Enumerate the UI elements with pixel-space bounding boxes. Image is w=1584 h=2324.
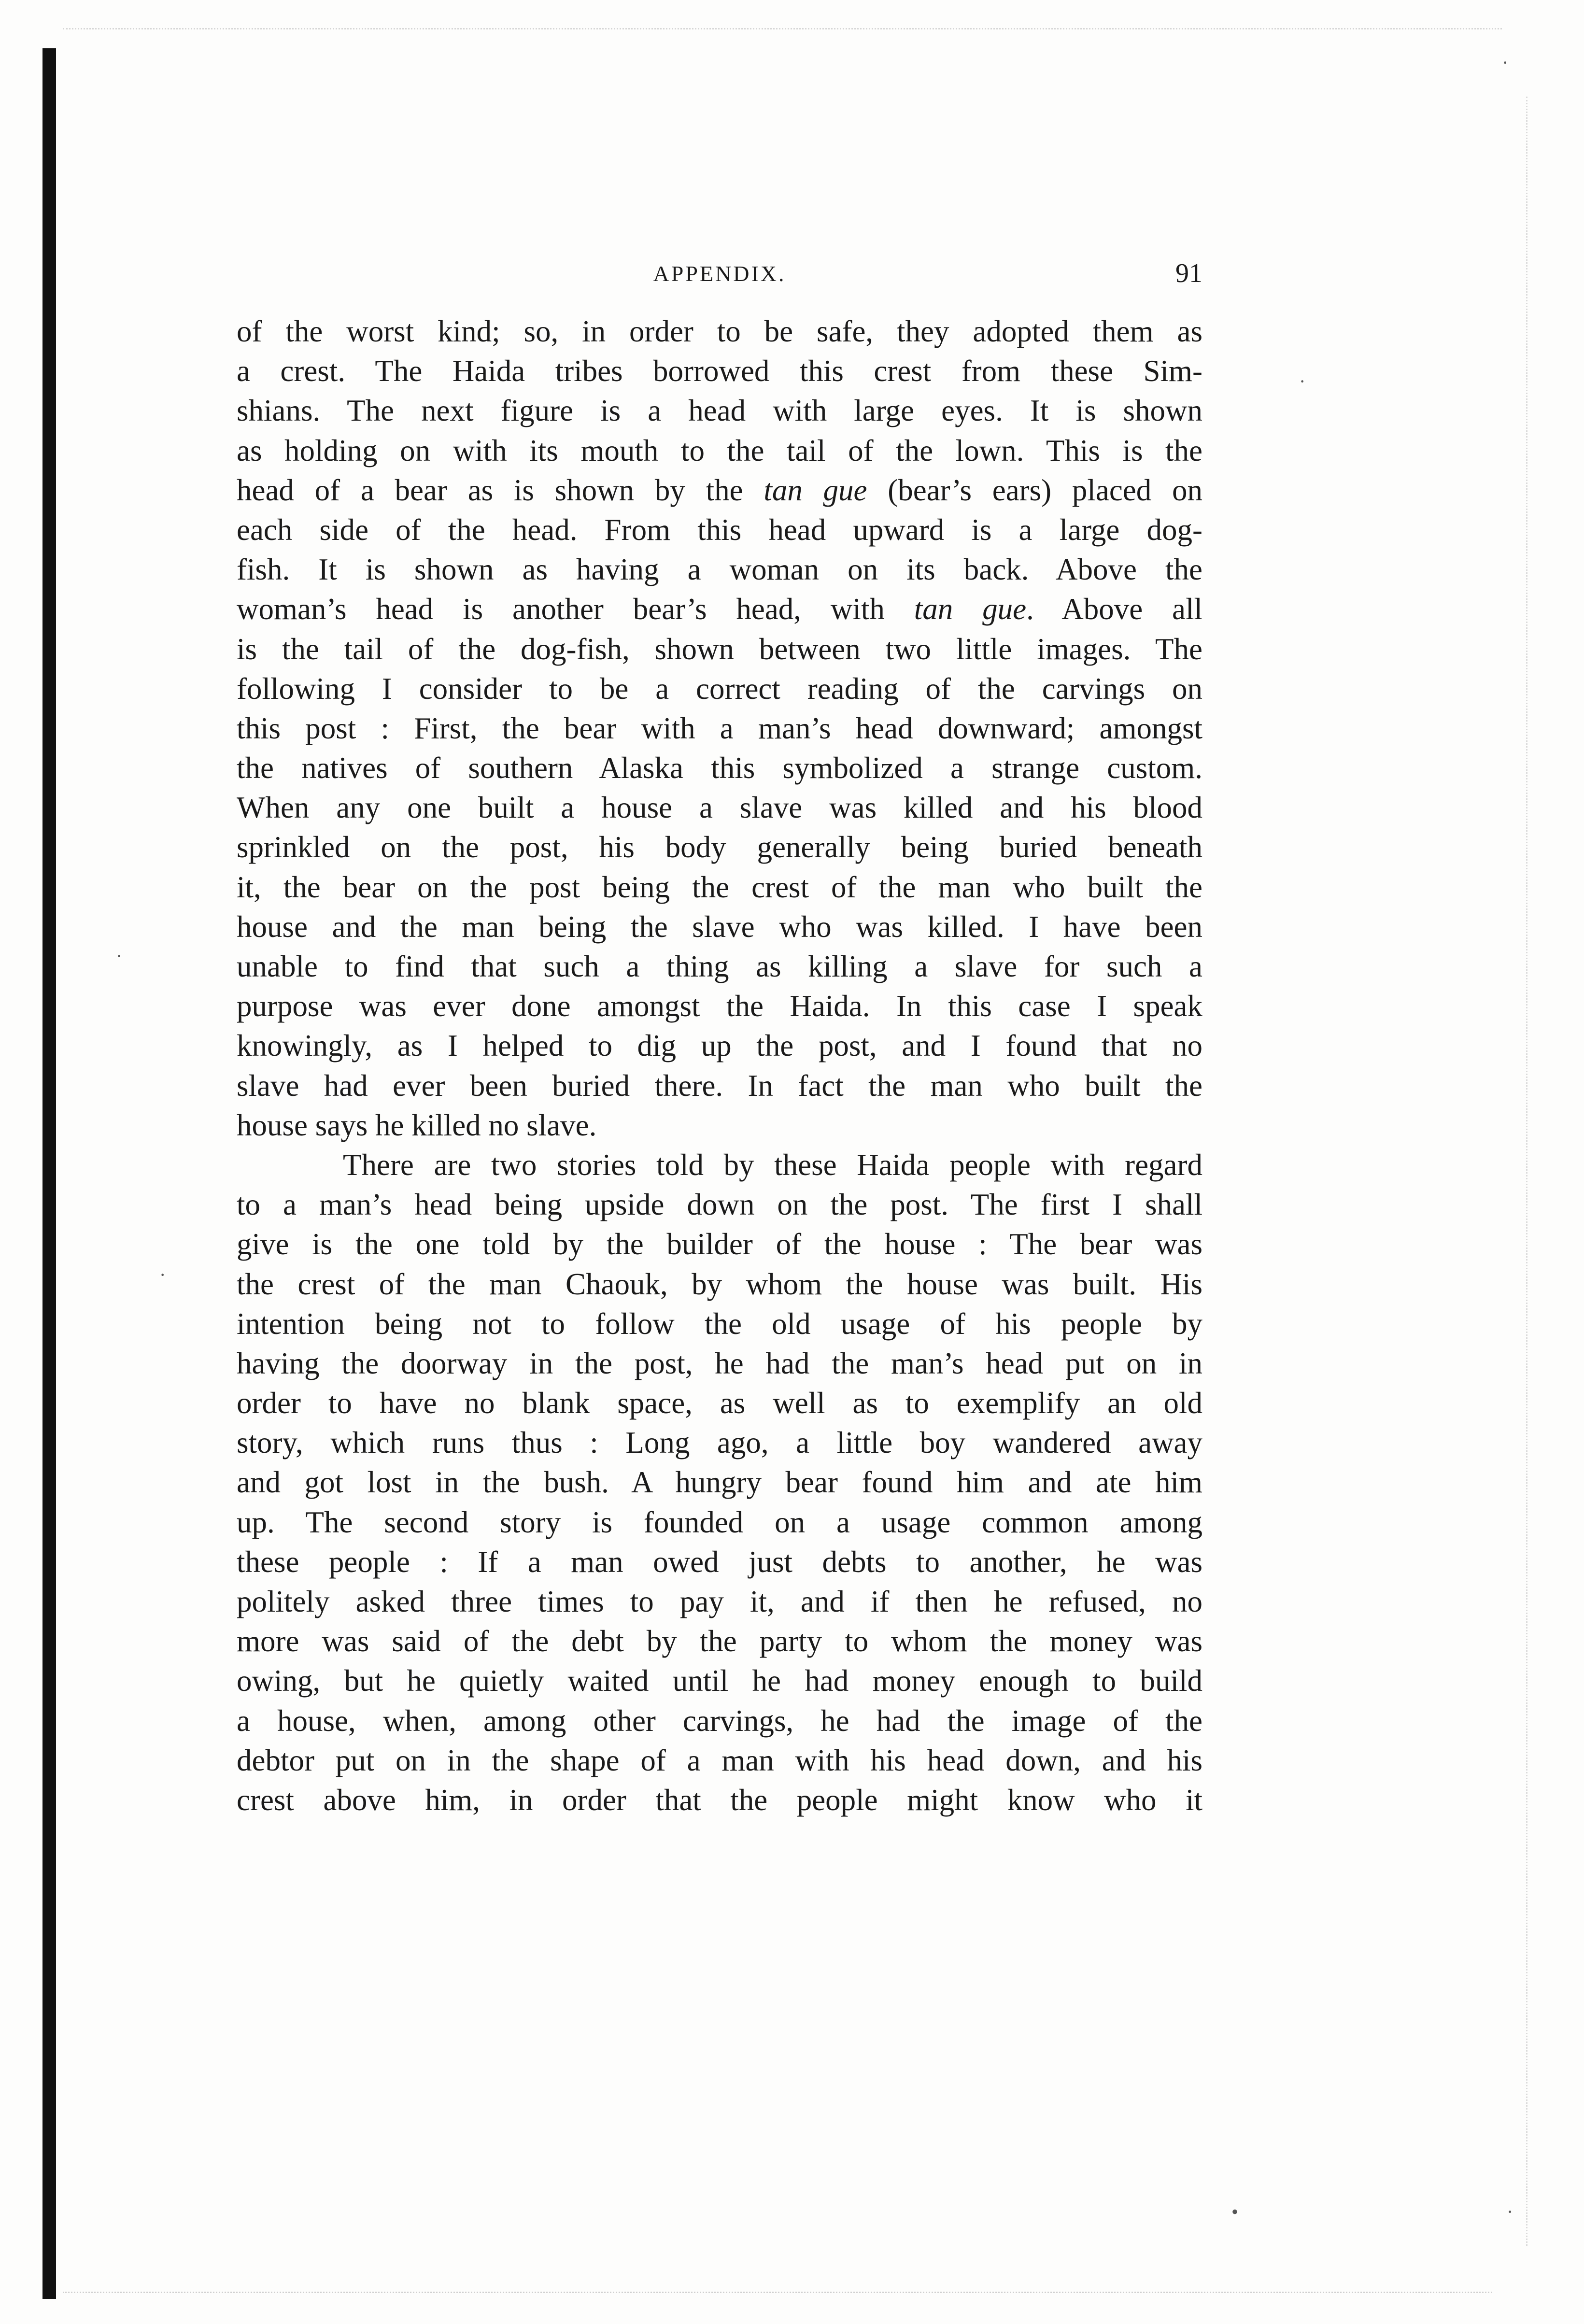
text-line: more was said of the debt by the party to whom the money was (237, 1624, 1202, 1658)
italic-term: tan gue (914, 592, 1027, 626)
text-line: unable to find that such a thing as killing a slave for such a (237, 949, 1202, 983)
text-line: give is the one told by the builder of the house : The bear was (237, 1227, 1202, 1261)
text-line: to a man’s head being upside down on the post. The first I shall (237, 1188, 1202, 1222)
text-line: slave had ever been buried there. In fact the man who built the (237, 1068, 1202, 1103)
page-number: 91 (1175, 258, 1202, 288)
scan-speck: · (159, 1264, 166, 1286)
running-head (237, 258, 1202, 295)
scan-speck: · (116, 945, 123, 967)
text-line: crest above him, in order that the people might know who it (237, 1783, 1202, 1817)
scan-speck: · (1299, 370, 1306, 392)
text-line: house says he killed no slave. (237, 1108, 597, 1142)
italic-term: tan gue (764, 473, 867, 507)
text-line: fish. It is shown as having a woman on its back. Above the (237, 553, 1202, 587)
text-line: head of a bear as is shown by the tan gue (bear’s ears) placed on (237, 473, 1202, 507)
text-line: and got lost in the bush. A hungry bear found him and ate him (237, 1465, 1202, 1500)
scan-speck: · (1507, 2201, 1513, 2223)
text-line: owing, but he quietly waited until he had money enough to build (237, 1664, 1202, 1698)
text-line: this post : First, the bear with a man’s head downward; amongst (237, 711, 1202, 745)
text-line: debtor put on in the shape of a man with his head down, and his (237, 1743, 1202, 1777)
text-line: politely asked three times to pay it, and if then he refused, no (237, 1585, 1202, 1618)
text-line: each side of the head. From this head upward is a large dog- (237, 512, 1202, 547)
scan-edge-bottom (63, 2292, 1492, 2293)
text-line: the natives of southern Alaska this symbolized a strange custom. (237, 751, 1202, 785)
text-line: knowingly, as I helped to dig up the post, and I found that no (237, 1029, 1202, 1063)
binding-edge (42, 48, 56, 2299)
text-line: house and the man being the slave who was killed. I have been (237, 909, 1202, 944)
scan-edge-right (1526, 97, 1527, 2246)
running-title: APPENDIX. (653, 261, 786, 286)
text-line: a crest. The Haida tribes borrowed this crest from these Sim- (237, 354, 1202, 388)
scan-speck: • (1231, 2201, 1239, 2223)
text-line: purpose was ever done amongst the Haida. In this case I speak (237, 989, 1202, 1023)
text-line: of the worst kind; so, in order to be safe, they adopted them as (237, 314, 1202, 348)
text-line: When any one built a house a slave was killed and his blood (237, 791, 1202, 825)
text-line: having the doorway in the post, he had the man’s head put on in (237, 1346, 1202, 1380)
text-line: woman’s head is another bear’s head, with tan gue. Above all (237, 592, 1203, 626)
text-line: as holding on with its mouth to the tail of the lown. This is the (237, 433, 1202, 468)
text-line: intention being not to follow the old usage of his people by (237, 1306, 1202, 1341)
text-line: these people : If a man owed just debts to another, he was (237, 1545, 1202, 1579)
text-line: following I consider to be a correct reading of the carvings on (237, 671, 1202, 706)
body-text (237, 312, 1202, 1820)
text-line: the crest of the man Chaouk, by whom the house was built. His (237, 1267, 1202, 1301)
text-line: up. The second story is founded on a usage common among (237, 1505, 1202, 1539)
scan-speck: · (1502, 52, 1509, 73)
text-line: order to have no blank space, as well as to exemplify an old (237, 1386, 1202, 1420)
text-line: a house, when, among other carvings, he had the image of the (237, 1703, 1202, 1738)
text-line: story, which runs thus : Long ago, a little boy wandered away (237, 1426, 1202, 1460)
text-line: it, the bear on the post being the crest of the man who built the (237, 870, 1202, 904)
text-line: is the tail of the dog-fish, shown between two little images. The (237, 632, 1202, 666)
text-line: shians. The next figure is a head with large eyes. It is shown (237, 394, 1202, 428)
scan-edge-top (63, 28, 1502, 29)
text-line: sprinkled on the post, his body generally being buried beneath (237, 830, 1202, 864)
text-line: There are two stories told by these Haida people with regard (343, 1148, 1202, 1182)
